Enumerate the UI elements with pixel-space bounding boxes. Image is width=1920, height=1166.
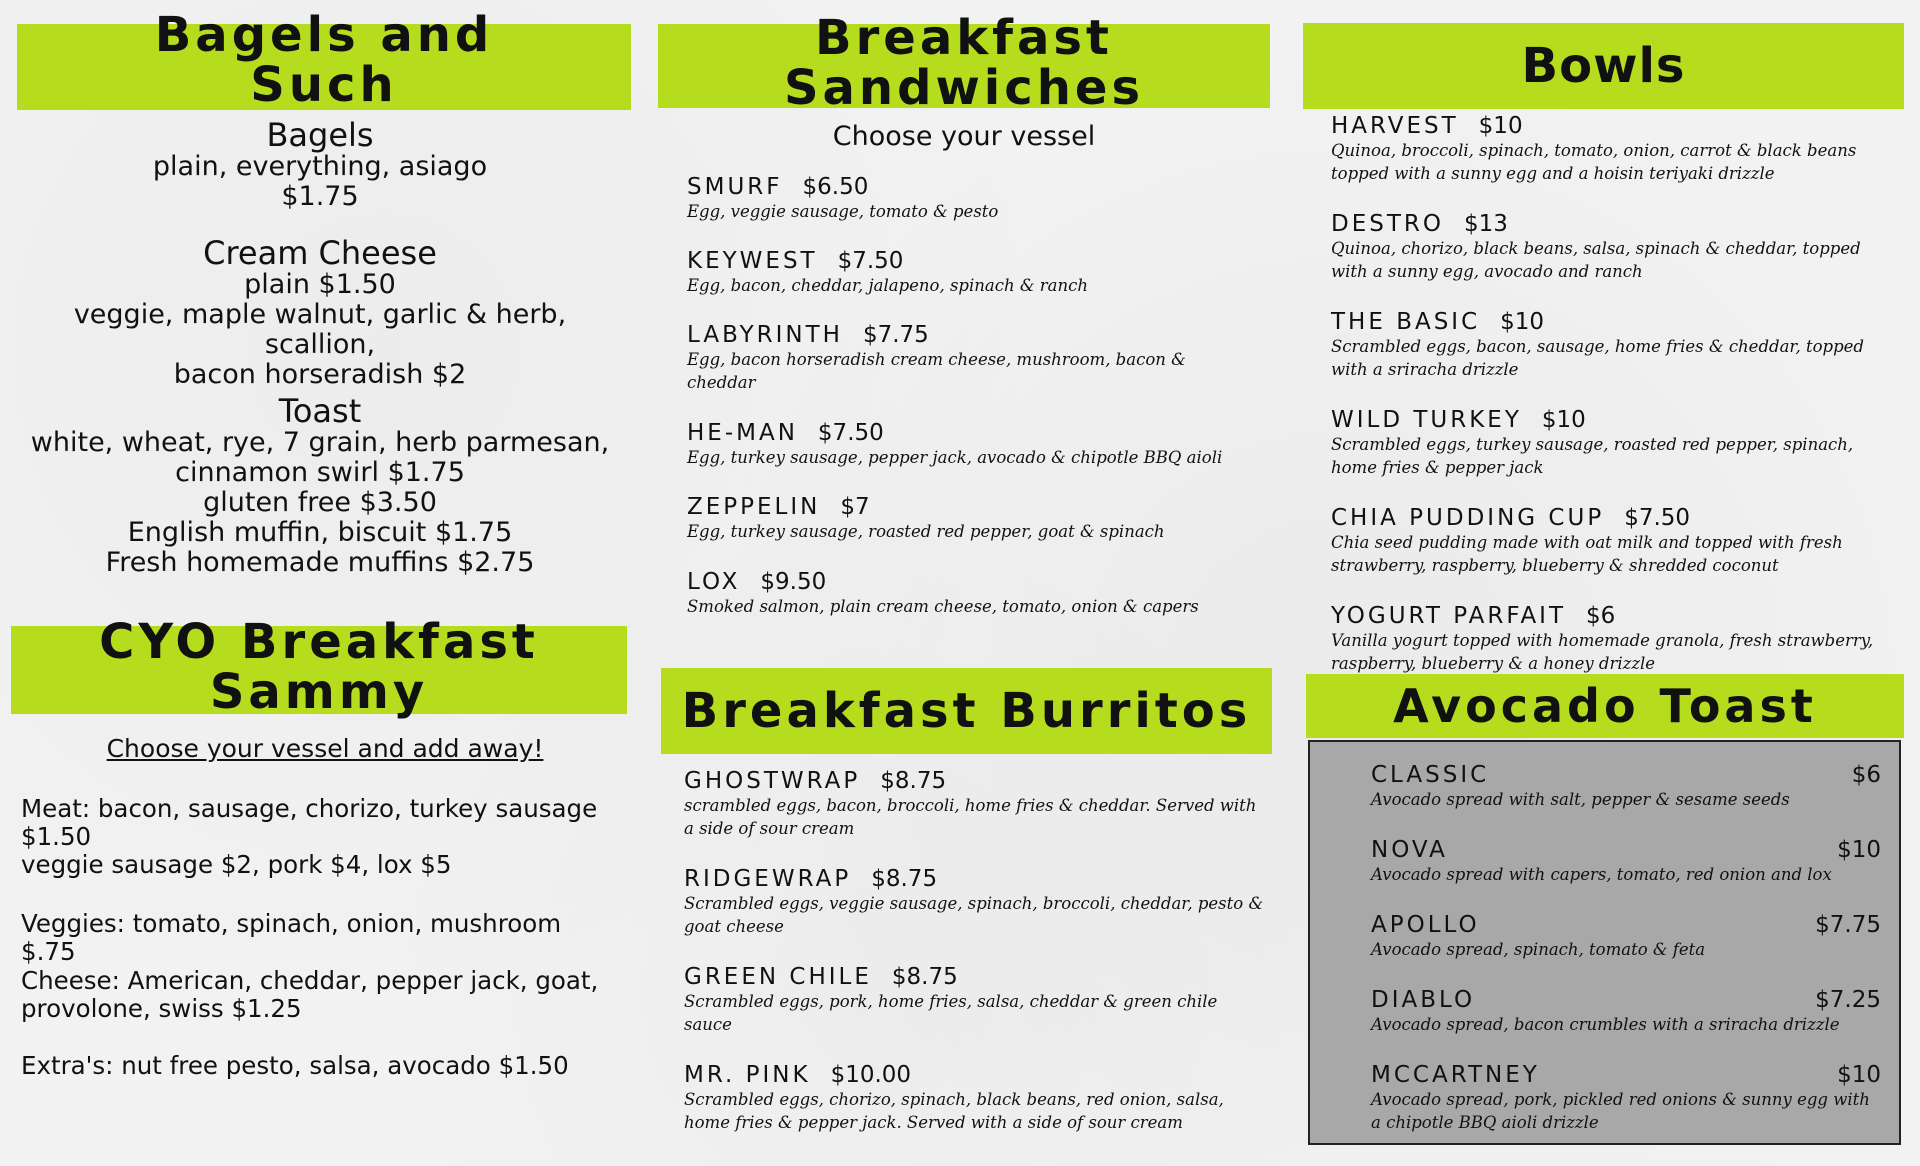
cyo-meat-line2: $1.50 <box>21 822 92 851</box>
bowl-name: YOGURT PARFAIT <box>1331 603 1567 629</box>
sandwich-name: LABYRINTH <box>687 322 843 348</box>
bowl-item <box>1331 407 1886 479</box>
bagels-types: plain, everything, asiago <box>152 151 488 182</box>
burrito-price: $8.75 <box>871 866 938 892</box>
cyo-cheese-line1: Cheese: American, cheddar, pepper jack, goat, <box>21 966 599 995</box>
avocado-price: $10 <box>1837 1062 1881 1088</box>
toast-heading: Toast <box>278 392 362 430</box>
bowl-price: $7.50 <box>1624 505 1691 531</box>
bagels-price: $1.75 <box>281 181 359 212</box>
avocado-desc: Avocado spread, pork, pickled red onions & sunny egg with a chipotle BBQ aioli drizzle <box>1371 1090 1870 1132</box>
cream-cheese-heading: Cream Cheese <box>203 234 437 272</box>
burrito-name: GREEN CHILE <box>684 964 872 990</box>
bowl-item <box>1331 505 1886 577</box>
sandwich-name: ZEPPELIN <box>687 494 821 520</box>
bowls-banner <box>1303 23 1904 109</box>
sandwich-name: KEYWEST <box>687 248 818 274</box>
cyo-cheese-line2: provolone, swiss $1.25 <box>21 994 302 1023</box>
sandwiches-subtitle: Choose your vessel <box>832 121 1096 152</box>
sandwiches-banner <box>658 9 1270 116</box>
sandwich-price: $9.50 <box>760 569 827 595</box>
bowl-price: $10 <box>1500 309 1545 335</box>
cream-cheese-line1: plain $1.50 <box>244 269 396 300</box>
bowl-name: CHIA PUDDING CUP <box>1331 505 1605 531</box>
avocado-price: $7.25 <box>1815 987 1881 1013</box>
burrito-price: $8.75 <box>891 964 958 990</box>
cream-cheese-line3: bacon horseradish $2 <box>173 359 467 390</box>
burritos-title: Breakfast Burritos <box>681 682 1252 739</box>
avocado-name: CLASSIC <box>1371 762 1490 788</box>
burrito-desc: Scrambled eggs, pork, home fries, salsa, cheddar & green chile sauce <box>684 992 1218 1034</box>
bowl-item <box>1331 113 1886 185</box>
avocado-name: MCCARTNEY <box>1371 1062 1540 1088</box>
burrito-name: RIDGEWRAP <box>684 866 852 892</box>
bowl-item <box>1331 309 1886 381</box>
bowl-desc: Quinoa, broccoli, spinach, tomato, onion, carrot & black beans topped with a sunny egg and a hoisin teriyaki drizzle <box>1331 141 1857 183</box>
toast-line1: white, wheat, rye, 7 grain, herb parmesan, <box>30 427 610 458</box>
avocado-desc: Avocado spread, bacon crumbles with a sriracha drizzle <box>1371 1015 1840 1034</box>
cyo-subtitle: Choose your vessel and add away! <box>106 734 544 763</box>
sandwiches-title-line2: Sandwiches <box>783 60 1145 116</box>
sandwich-price: $6.50 <box>802 174 869 200</box>
avocado-item <box>1371 912 1881 961</box>
bowl-desc: Vanilla yogurt topped with homemade granola, fresh strawberry, raspberry, blueberry & a honey drizzle <box>1331 631 1874 673</box>
bagels-title-line2: Such <box>250 57 398 113</box>
cyo-veggies: Veggies: tomato, spinach, onion, mushroom $.75 <box>21 909 562 966</box>
burrito-name: MR. PINK <box>684 1062 811 1088</box>
sandwich-item <box>687 494 1267 543</box>
avocado-title: Avocado Toast <box>1393 678 1817 733</box>
sandwich-price: $7 <box>840 494 870 520</box>
burritos-banner <box>661 668 1272 754</box>
sandwich-item <box>687 569 1267 618</box>
burrito-desc: scrambled eggs, bacon, broccoli, home fries & cheddar. Served with a side of sour cream <box>684 796 1257 838</box>
bowl-desc: Chia seed pudding made with oat milk and topped with fresh strawberry, raspberry, blueberry & shredded coconut <box>1331 533 1843 575</box>
burrito-name: GHOSTWRAP <box>684 768 861 794</box>
burrito-price: $8.75 <box>880 768 947 794</box>
avocado-banner <box>1306 674 1904 738</box>
bowl-price: $10 <box>1541 407 1586 433</box>
sandwich-desc: Egg, bacon horseradish cream cheese, mushroom, bacon & cheddar <box>687 350 1186 392</box>
bowl-price: $6 <box>1586 603 1616 629</box>
burrito-item <box>684 964 1224 1036</box>
avocado-item <box>1371 762 1881 811</box>
toast-line5: Fresh homemade muffins $2.75 <box>105 547 535 578</box>
avocado-name: DIABLO <box>1371 987 1476 1013</box>
cyo-meat-line3: veggie sausage $2, pork $4, lox $5 <box>21 850 452 879</box>
sandwiches-title-line1: Breakfast <box>815 9 1113 66</box>
avocado-name: NOVA <box>1371 837 1448 863</box>
toast-line4: English muffin, biscuit $1.75 <box>127 517 513 548</box>
bowl-price: $10 <box>1478 113 1523 139</box>
avocado-item <box>1371 837 1881 886</box>
sandwich-desc: Egg, turkey sausage, roasted red pepper, goat & spinach <box>687 522 1165 541</box>
bowl-desc: Quinoa, chorizo, black beans, salsa, spinach & cheddar, topped with a sunny egg, avocado and ranch <box>1331 239 1861 281</box>
cream-cheese-section <box>20 234 620 390</box>
sandwich-price: $7.50 <box>837 248 904 274</box>
cyo-title-line1: CYO Breakfast <box>99 613 539 670</box>
bowls-title: Bowls <box>1521 37 1686 94</box>
burrito-desc: Scrambled eggs, chorizo, spinach, black beans, red onion, salsa, home fries & pepper jack. Served with a side of sour cream <box>684 1090 1224 1132</box>
sandwich-price: $7.50 <box>817 420 884 446</box>
toast-line3: gluten free $3.50 <box>203 487 437 518</box>
avocado-desc: Avocado spread with salt, pepper & sesame seeds <box>1371 790 1790 809</box>
burrito-price: $10.00 <box>830 1062 912 1088</box>
cyo-cheese <box>21 967 621 1023</box>
avocado-desc: Avocado spread with capers, tomato, red onion and lox <box>1371 865 1832 884</box>
bowl-item <box>1331 211 1886 283</box>
sandwich-item <box>687 248 1267 297</box>
bagels-section <box>20 116 620 212</box>
bowl-name: WILD TURKEY <box>1331 407 1522 433</box>
bowl-item <box>1331 603 1891 675</box>
cream-cheese-line2: veggie, maple walnut, garlic & herb, scallion, <box>73 299 567 360</box>
bowl-desc: Scrambled eggs, bacon, sausage, home fries & cheddar, topped with a sriracha drizzle <box>1331 337 1864 379</box>
cyo-meat <box>21 795 621 879</box>
burrito-item <box>684 866 1264 938</box>
sandwich-name: SMURF <box>687 174 783 200</box>
cyo-banner <box>11 613 627 720</box>
bowl-name: DESTRO <box>1331 211 1444 237</box>
bagels-heading: Bagels <box>266 116 374 154</box>
sandwich-item <box>687 322 1227 394</box>
sandwich-desc: Egg, veggie sausage, tomato & pesto <box>687 202 999 221</box>
avocado-price: $7.75 <box>1815 912 1881 938</box>
sandwich-name: LOX <box>687 569 741 595</box>
bagels-banner <box>17 6 631 113</box>
bowl-desc: Scrambled eggs, turkey sausage, roasted red pepper, spinach, home fries & pepper jack <box>1331 435 1854 477</box>
bowl-name: HARVEST <box>1331 113 1459 139</box>
sandwich-item <box>687 420 1267 469</box>
toast-line2: cinnamon swirl $1.75 <box>175 457 465 488</box>
sandwich-desc: Smoked salmon, plain cream cheese, tomato, onion & capers <box>687 597 1199 616</box>
cyo-title-line2: Sammy <box>209 664 429 720</box>
avocado-desc: Avocado spread, spinach, tomato & feta <box>1371 940 1706 959</box>
bowl-price: $13 <box>1463 211 1508 237</box>
burrito-desc: Scrambled eggs, veggie sausage, spinach, broccoli, cheddar, pesto & goat cheese <box>684 894 1264 936</box>
avocado-item <box>1371 1062 1881 1134</box>
avocado-price: $6 <box>1851 762 1881 788</box>
bowl-name: THE BASIC <box>1331 309 1481 335</box>
sandwich-price: $7.75 <box>862 322 929 348</box>
avocado-item <box>1371 987 1881 1036</box>
sandwich-item <box>687 174 1267 223</box>
bagels-title-line1: Bagels and <box>154 6 494 63</box>
avocado-name: APOLLO <box>1371 912 1480 938</box>
sandwich-name: HE-MAN <box>687 420 798 446</box>
burrito-item <box>684 1062 1244 1134</box>
sandwich-desc: Egg, bacon, cheddar, jalapeno, spinach & ranch <box>687 276 1088 295</box>
cyo-meat-line1: Meat: bacon, sausage, chorizo, turkey sausage <box>21 794 598 823</box>
toast-section <box>20 392 620 578</box>
cyo-extras: Extra's: nut free pesto, salsa, avocado $1.50 <box>21 1051 569 1080</box>
avocado-price: $10 <box>1837 837 1881 863</box>
burrito-item <box>684 768 1264 840</box>
sandwich-desc: Egg, turkey sausage, pepper jack, avocado & chipotle BBQ aioli <box>687 448 1223 467</box>
